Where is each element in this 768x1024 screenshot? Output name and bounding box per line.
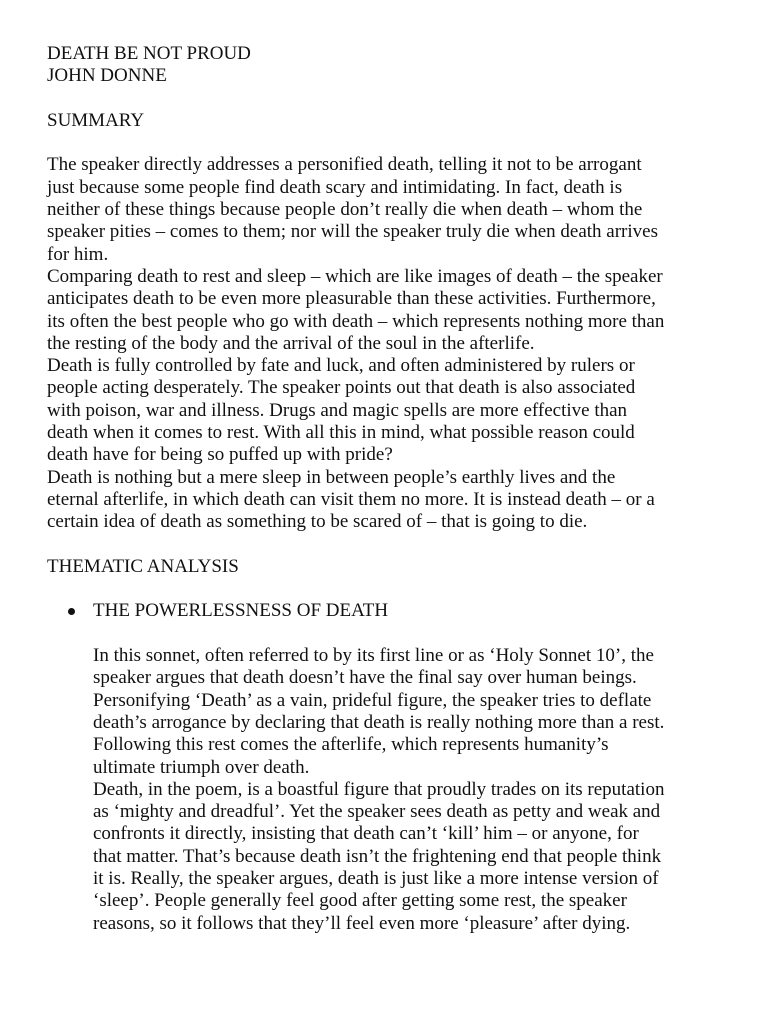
theme-body bbox=[47, 645, 727, 935]
summary-line: just because some people find death scary and intimidating. In fact, death is bbox=[47, 176, 623, 198]
summary-heading: SUMMARY bbox=[47, 109, 145, 131]
theme-title: THE POWERLESSNESS OF DEATH bbox=[93, 600, 389, 622]
summary-line: its often the best people who go with death – which represents nothing more than bbox=[47, 310, 665, 332]
theme-line: ‘sleep’. People generally feel good after getting some rest, the speaker bbox=[93, 890, 627, 912]
document-title: DEATH BE NOT PROUD bbox=[47, 43, 251, 64]
document-author: JOHN DONNE bbox=[47, 65, 167, 87]
theme-line: it is. Really, the speaker argues, death is just like a more intense version of bbox=[93, 867, 659, 889]
theme-line: confronts it directly, insisting that death can’t ‘kill’ him – or anyone, for bbox=[93, 823, 639, 845]
theme-line: Personifying ‘Death’ as a vain, prideful figure, the speaker tries to deflate bbox=[93, 689, 652, 711]
thematic-heading: THEMATIC ANALYSIS bbox=[47, 555, 239, 577]
summary-line: the resting of the body and the arrival of the soul in the afterlife. bbox=[47, 332, 535, 354]
summary-line: certain idea of death as something to be scared of – that is going to die. bbox=[47, 511, 588, 533]
summary-line: eternal afterlife, in which death can visit them no more. It is instead death – or a bbox=[47, 488, 655, 510]
theme-line: Following this rest comes the afterlife, which represents humanity’s bbox=[93, 734, 609, 756]
summary-line: death have for being so puffed up with pride? bbox=[47, 444, 393, 466]
spacer bbox=[47, 88, 727, 110]
spacer bbox=[47, 534, 727, 556]
spacer bbox=[47, 132, 727, 154]
theme-line: death’s arrogance by declaring that death is really nothing more than a rest. bbox=[93, 711, 665, 733]
bullet-icon bbox=[68, 608, 75, 615]
summary-line: Death is fully controlled by fate and luck, and often administered by rulers or bbox=[47, 355, 635, 377]
spacer bbox=[47, 623, 727, 645]
summary-line: death when it comes to rest. With all this in mind, what possible reason could bbox=[47, 422, 635, 444]
summary-line: The speaker directly addresses a personified death, telling it not to be arrogant bbox=[47, 154, 642, 176]
theme-line: ultimate triumph over death. bbox=[93, 756, 310, 778]
spacer bbox=[47, 578, 727, 600]
summary-line: neither of these things because people don’t really die when death – whom the bbox=[47, 199, 643, 221]
document-page bbox=[47, 43, 727, 935]
theme-line: reasons, so it follows that they’ll feel even more ‘pleasure’ after dying. bbox=[93, 912, 631, 934]
theme-line: speaker argues that death doesn’t have the final say over human beings. bbox=[93, 667, 637, 689]
theme-line: as ‘mighty and dreadful’. Yet the speaker sees death as petty and weak and bbox=[93, 801, 661, 823]
summary-body bbox=[47, 154, 727, 533]
summary-line: Death is nothing but a mere sleep in between people’s earthly lives and the bbox=[47, 466, 616, 488]
theme-line: Death, in the poem, is a boastful figure that proudly trades on its reputation bbox=[93, 778, 665, 800]
theme-bullet-item bbox=[47, 600, 727, 622]
theme-line: In this sonnet, often referred to by its first line or as ‘Holy Sonnet 10’, the bbox=[93, 645, 654, 667]
theme-line: that matter. That’s because death isn’t the frightening end that people think bbox=[93, 845, 662, 867]
summary-line: for him. bbox=[47, 243, 109, 265]
summary-line: Comparing death to rest and sleep – which are like images of death – the speaker bbox=[47, 265, 663, 287]
summary-line: with poison, war and illness. Drugs and magic spells are more effective than bbox=[47, 399, 628, 421]
summary-line: anticipates death to be even more pleasurable than these activities. Furthermore, bbox=[47, 288, 656, 310]
summary-line: speaker pities – comes to them; nor will the speaker truly die when death arrives bbox=[47, 221, 658, 243]
summary-line: people acting desperately. The speaker points out that death is also associated bbox=[47, 377, 636, 399]
